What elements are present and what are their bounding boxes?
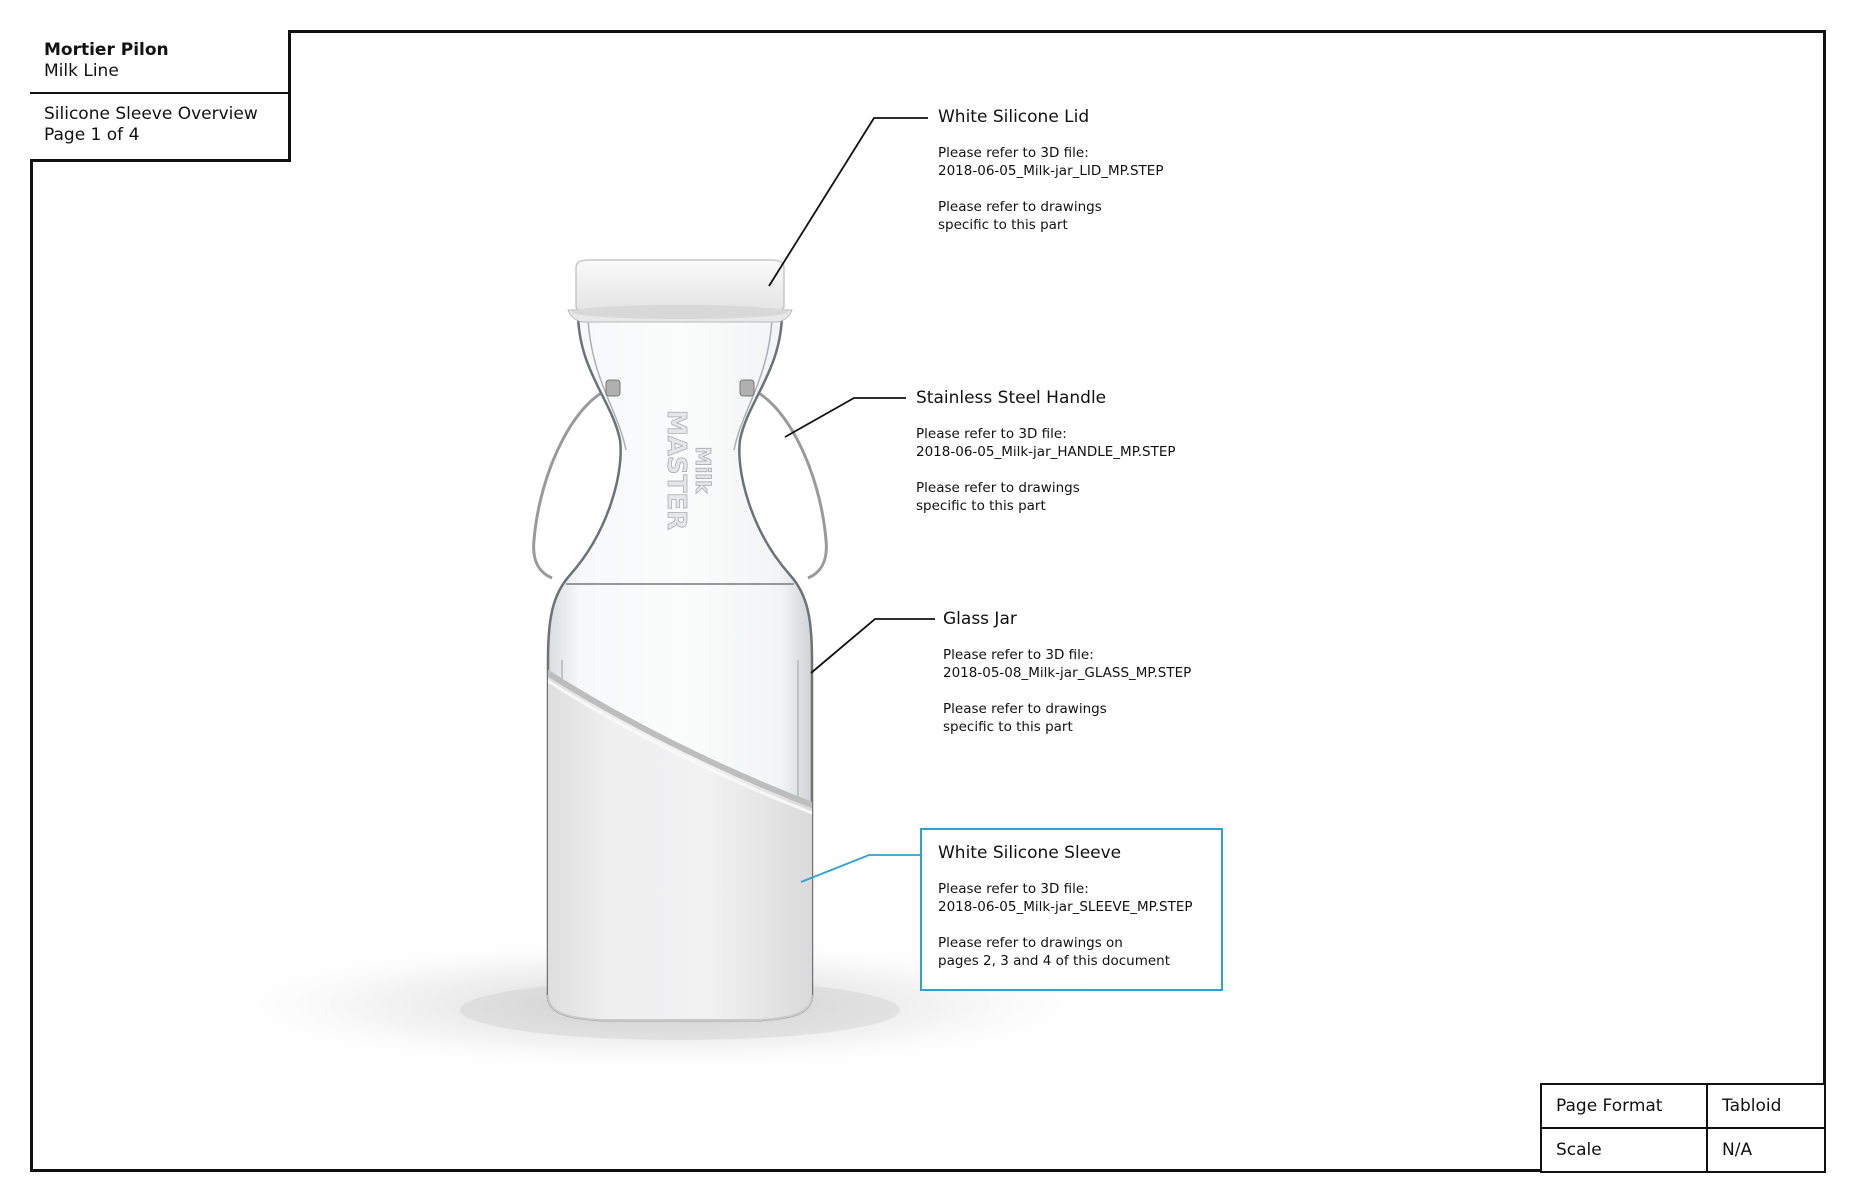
- embossed-milk-text: Milk: [691, 446, 715, 494]
- scale-value: N/A: [1707, 1128, 1825, 1172]
- file-label-text: Please refer to 3D file:: [938, 881, 1089, 897]
- silicone-lid: [576, 260, 784, 312]
- leader-line-glass: [811, 619, 935, 673]
- page-number: Page 1 of 4: [44, 125, 140, 145]
- page-info-table: [1540, 1083, 1826, 1173]
- drawing-note-line2: specific to this part: [943, 719, 1073, 735]
- callout-drawing-note: [938, 934, 1207, 970]
- callout-title: Glass Jar: [943, 609, 1017, 629]
- file-name-text: 2018-06-05_Milk-jar_LID_MP.STEP: [938, 163, 1164, 179]
- callout-title: White Silicone Sleeve: [938, 843, 1122, 863]
- drawing-note-line1: Please refer to drawings: [938, 199, 1102, 215]
- callout-file-label: [938, 880, 1207, 916]
- title-block: [30, 30, 291, 162]
- product-line: Milk Line: [44, 61, 119, 81]
- callout-file-label: [943, 646, 1191, 682]
- drawing-note-line1: Please refer to drawings on: [938, 935, 1123, 951]
- company-name: Mortier Pilon: [44, 40, 169, 60]
- page-format-label: Page Format: [1541, 1084, 1707, 1128]
- scale-row: [1541, 1128, 1825, 1172]
- callout-title: Stainless Steel Handle: [916, 388, 1107, 408]
- callout-file-label: [916, 425, 1176, 461]
- file-label-text: Please refer to 3D file:: [916, 426, 1067, 442]
- callout-drawing-note: [916, 479, 1176, 515]
- drawing-note-line2: pages 2, 3 and 4 of this document: [938, 953, 1171, 969]
- callout-handle: [916, 387, 1176, 515]
- callout-drawing-note: [938, 198, 1163, 234]
- drawing-note-line1: Please refer to drawings: [916, 480, 1080, 496]
- file-name-text: 2018-05-08_Milk-jar_GLASS_MP.STEP: [943, 665, 1192, 681]
- file-name-text: 2018-06-05_Milk-jar_SLEEVE_MP.STEP: [938, 899, 1193, 915]
- callout-sleeve-highlighted: [920, 828, 1223, 991]
- leader-line-sleeve: [801, 855, 920, 882]
- callout-drawing-note: [943, 700, 1191, 736]
- drawing-note-line1: Please refer to drawings: [943, 701, 1107, 717]
- document-title: Silicone Sleeve Overview: [44, 104, 258, 124]
- title-block-doc: [30, 94, 288, 146]
- callout-glass: [943, 608, 1191, 736]
- leader-line-handle: [785, 398, 906, 437]
- file-name-text: 2018-06-05_Milk-jar_HANDLE_MP.STEP: [916, 444, 1176, 460]
- handle-clip-left: [606, 380, 620, 396]
- embossed-logo-text: MASTER: [661, 409, 691, 531]
- page-format-value: Tabloid: [1707, 1084, 1825, 1128]
- file-label-text: Please refer to 3D file:: [943, 647, 1094, 663]
- drawing-note-line2: specific to this part: [938, 217, 1068, 233]
- scale-label: Scale: [1541, 1128, 1707, 1172]
- handle-clip-right: [740, 380, 754, 396]
- file-label-text: Please refer to 3D file:: [938, 145, 1089, 161]
- page-format-row: [1541, 1084, 1825, 1128]
- callout-title: White Silicone Lid: [938, 107, 1090, 127]
- title-block-header: [30, 30, 288, 94]
- callout-file-label: [938, 144, 1163, 180]
- callout-lid: [938, 106, 1163, 234]
- leader-line-lid: [769, 118, 928, 286]
- drawing-note-line2: specific to this part: [916, 498, 1046, 514]
